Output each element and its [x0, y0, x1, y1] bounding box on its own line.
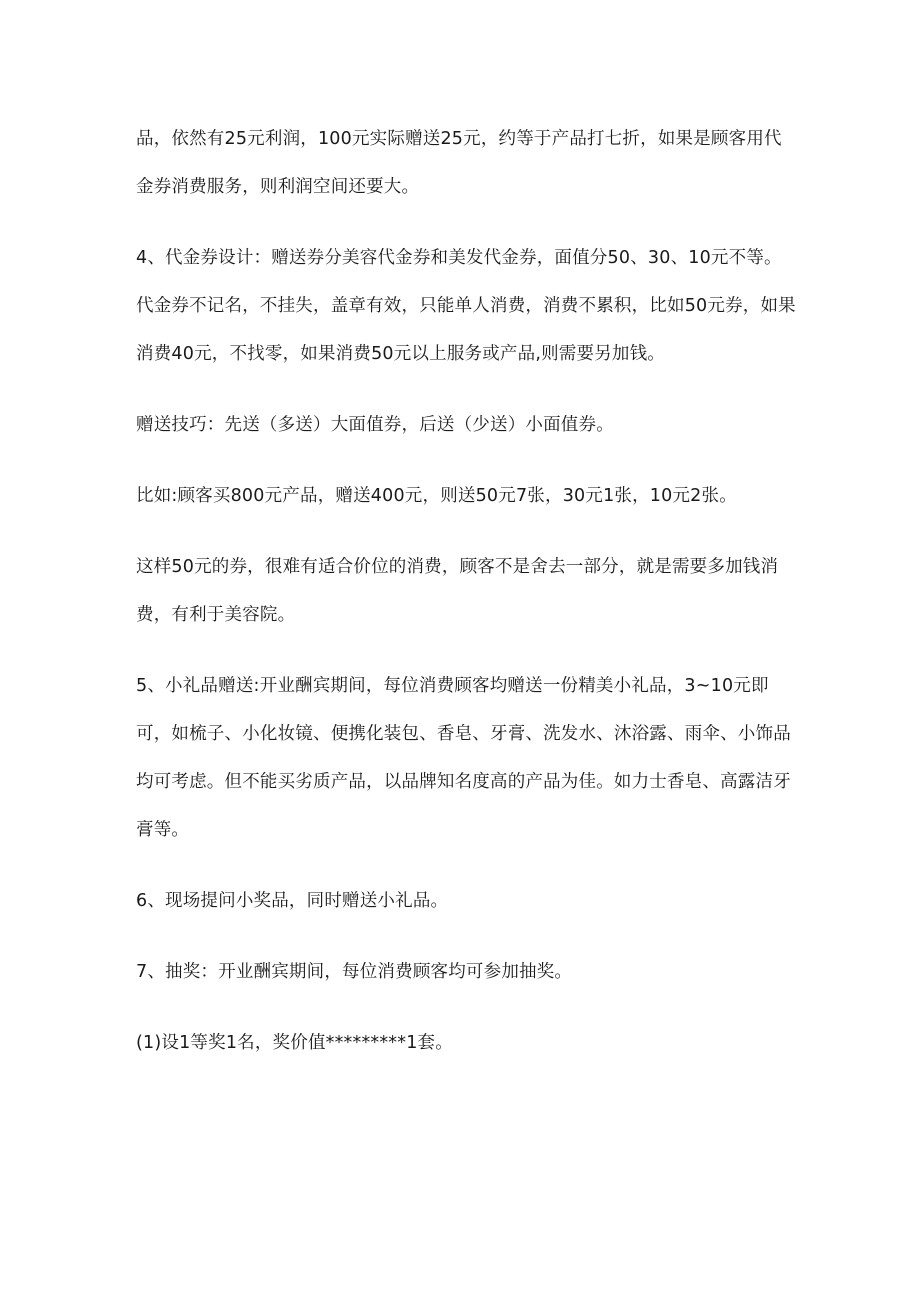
- paragraph-profit-note: 品，依然有25元利润，100元实际赠送25元，约等于产品打七折，如果是顾客用代金券消费服务，则利润空间还要大。: [136, 129, 782, 197]
- paragraph-lottery: 7、抽奖：开业酬宾期间，每位消费顾客均可参加抽奖。: [136, 962, 573, 982]
- paragraph-gift-technique: 赠送技巧：先送（多送）大面值券，后送（少送）小面值券。: [136, 415, 614, 435]
- paragraph-onsite-prizes: 6、现场提问小奖品，同时赠送小礼品。: [136, 891, 449, 911]
- paragraph-first-prize: (1)设1等奖1名，奖价值*********1套。: [136, 1033, 453, 1053]
- paragraph-example: 比如:顾客买800元产品，赠送400元，则送50元7张，30元1张，10元2张。: [136, 486, 737, 506]
- document-body: [136, 115, 796, 1090]
- paragraph-example-explanation: 这样50元的券，很难有适合价位的消费，顾客不是舍去一部分，就是需要多加钱消费，有利于美容院。: [136, 557, 779, 625]
- paragraph-small-gifts: 5、小礼品赠送:开业酬宾期间，每位消费顾客均赠送一份精美小礼品，3~10元即可，如梳子、小化妆镜、便携化装包、香皂、牙膏、洗发水、沐浴露、雨伞、小饰品均可考虑。但不能买劣质产品，以品牌知名度高的产品为佳。如力士香皂、高露洁牙膏等。: [136, 676, 791, 840]
- paragraph-voucher-design: 4、代金券设计：赠送券分美容代金券和美发代金券，面值分50、30、10元不等。代金券不记名，不挂失，盖章有效，只能单人消费，消费不累积，比如50元券，如果消费40元，不找零，如果消费50元以上服务或产品,则需要另加钱。: [136, 248, 796, 364]
